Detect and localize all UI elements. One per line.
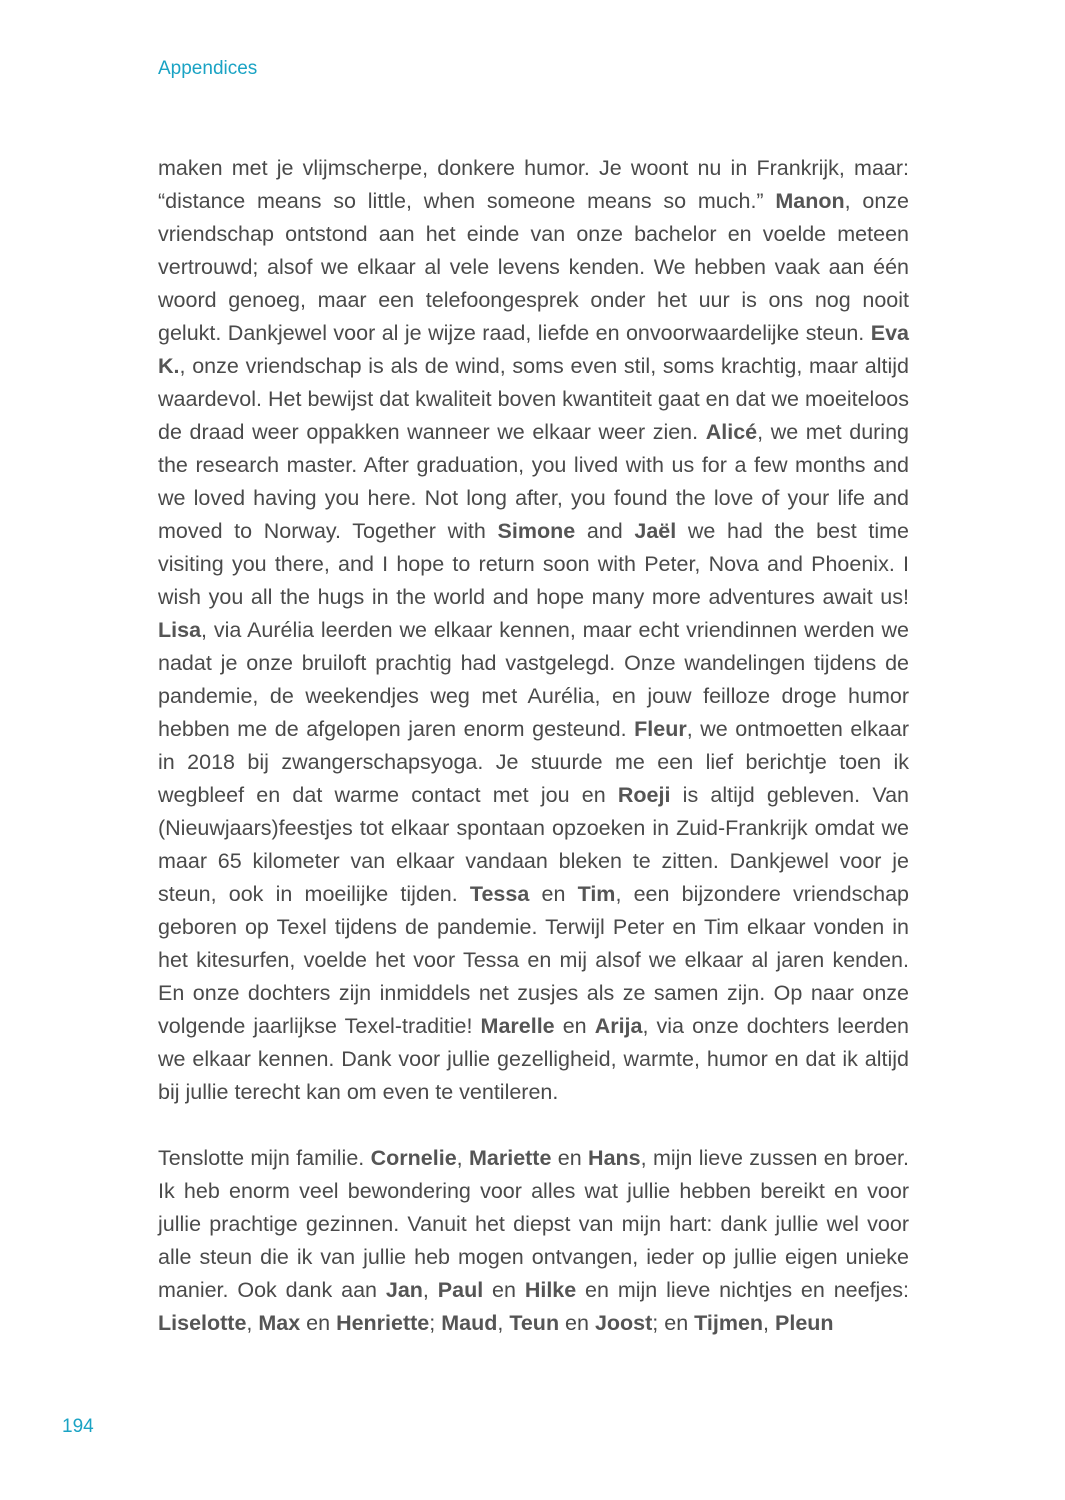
text-run: , [422,1278,438,1302]
person-name: Arija [594,1014,643,1038]
text-run: and [575,519,635,543]
person-name: Lisa [158,618,202,642]
person-name: Tijmen [694,1311,764,1335]
text-run: en [554,1014,595,1038]
text-run: , via onze dochters leerden we elkaar kennen. Dank voor jullie gezelligheid, warmte, humor en dat ik altijd bij jullie terecht kan om even te ventileren. [158,1014,909,1104]
text-run: ; [429,1311,442,1335]
person-name: Maud [441,1311,498,1335]
text-run: we had the best time visiting you there, and I hope to return soon with Peter, Nova and Phoenix. I wish you all the hugs in the world and hope many more adventures await us! [158,519,909,609]
text-run: , een bijzondere vriendschap geboren op Texel tijdens de pandemie. Terwijl Peter en Tim elkaar vonden in het kitesurfen, voelde het voor Tessa en mij alsof we elkaar al jaren kenden. En onze dochters zijn inmiddels net zusjes als ze samen zijn. Op naar onze volgende jaarlijkse Texel-traditie! [158,882,909,1038]
text-run: , via Aurélia leerden we elkaar kennen, maar echt vriendinnen werden we nadat je onze bruiloft prachtig had vastgelegd. Onze wandelingen tijdens de pandemie, de weekendjes weg met Aurélia, en jouw feilloze droge humor hebben me de afgelopen jaren enorm gesteund. [158,618,909,741]
text-run: en [529,882,578,906]
person-name: Eva K. [158,321,909,378]
person-name: Pleun [775,1311,834,1335]
person-name: Tim [577,882,616,906]
text-run: , mijn lieve zussen en broer. Ik heb enorm veel bewondering voor alles wat jullie hebben bereikt en voor jullie prachtige gezinnen. Vanuit het diepst van mijn hart: dank jullie wel voor alle steun die ik van jullie heb mogen ontvangen, ieder op jullie eigen unieke manier. Ook dank aan [158,1146,909,1302]
person-name: Alicé [705,420,758,444]
person-name: Marelle [480,1014,555,1038]
person-name: Joost [594,1311,653,1335]
person-name: Simone [497,519,576,543]
text-run: en [300,1311,337,1335]
text-run: , we ontmoetten elkaar in 2018 bij zwangerschapsyoga. Je stuurde me een lief berichtje toen ik wegbleef en dat warme contact met jou en [158,717,909,807]
person-name: Fleur [634,717,687,741]
person-name: Manon [775,189,845,213]
person-name: Hans [588,1146,641,1170]
text-run: Tenslotte mijn familie. [158,1146,371,1170]
paragraph-friends [158,152,909,1109]
text-run: en [559,1311,595,1335]
person-name: Mariette [468,1146,552,1170]
person-name: Henriette [336,1311,430,1335]
text-run: en mijn lieve nichtjes en neefjes: [576,1278,910,1302]
person-name: Cornelie [370,1146,457,1170]
text-run: , [246,1311,259,1335]
text-run: ; en [652,1311,695,1335]
text-run: , onze vriendschap is als de wind, soms even stil, soms krachtig, maar altijd waardevol. Het bewijst dat kwaliteit boven kwantiteit gaat en dat we moeiteloos de draad weer oppakken wanneer we elkaar weer zien. [158,354,909,444]
text-run: , [456,1146,469,1170]
text-run: maken met je vlijmscherpe, donkere humor. Je woont nu in Frankrijk, maar: “distance means so little, when someone means so much.” [158,156,909,213]
page-number: 194 [62,1416,94,1437]
person-name: Teun [509,1311,560,1335]
text-run: en [551,1146,589,1170]
text-run: is altijd gebleven. Van (Nieuwjaars)feestjes tot elkaar spontaan opzoeken in Zuid-Frankrijk omdat we maar 65 kilometer van elkaar vandaan bleken te zitten. Dankjewel voor je steun, ook in moeilijke tijden. [158,783,909,906]
person-name: Jan [385,1278,423,1302]
person-name: Liselotte [158,1311,247,1335]
person-name: Hilke [524,1278,577,1302]
text-run: , onze vriendschap ontstond aan het einde van onze bachelor en voelde meteen vertrouwd; alsof we elkaar al vele levens kenden. We hebben vaak aan één woord genoeg, maar een telefoongesprek onder het uur is ons nog nooit gelukt. Dankjewel voor al je wijze raad, liefde en onvoorwaardelijke steun. [158,189,909,345]
person-name: Paul [437,1278,484,1302]
text-run: , we met during the research master. After graduation, you lived with us for a few months and we loved having you here. Not long after, you found the love of your life and moved to Norway. Together with [158,420,910,543]
running-header: Appendices [158,58,258,79]
person-name: Jaël [634,519,677,543]
person-name: Tessa [469,882,530,906]
person-name: Roeji [617,783,671,807]
body-text [158,152,909,1373]
text-run: , [763,1311,775,1335]
text-run: en [483,1278,525,1302]
person-name: Max [258,1311,301,1335]
text-run: , [497,1311,510,1335]
paragraph-family [158,1142,909,1340]
